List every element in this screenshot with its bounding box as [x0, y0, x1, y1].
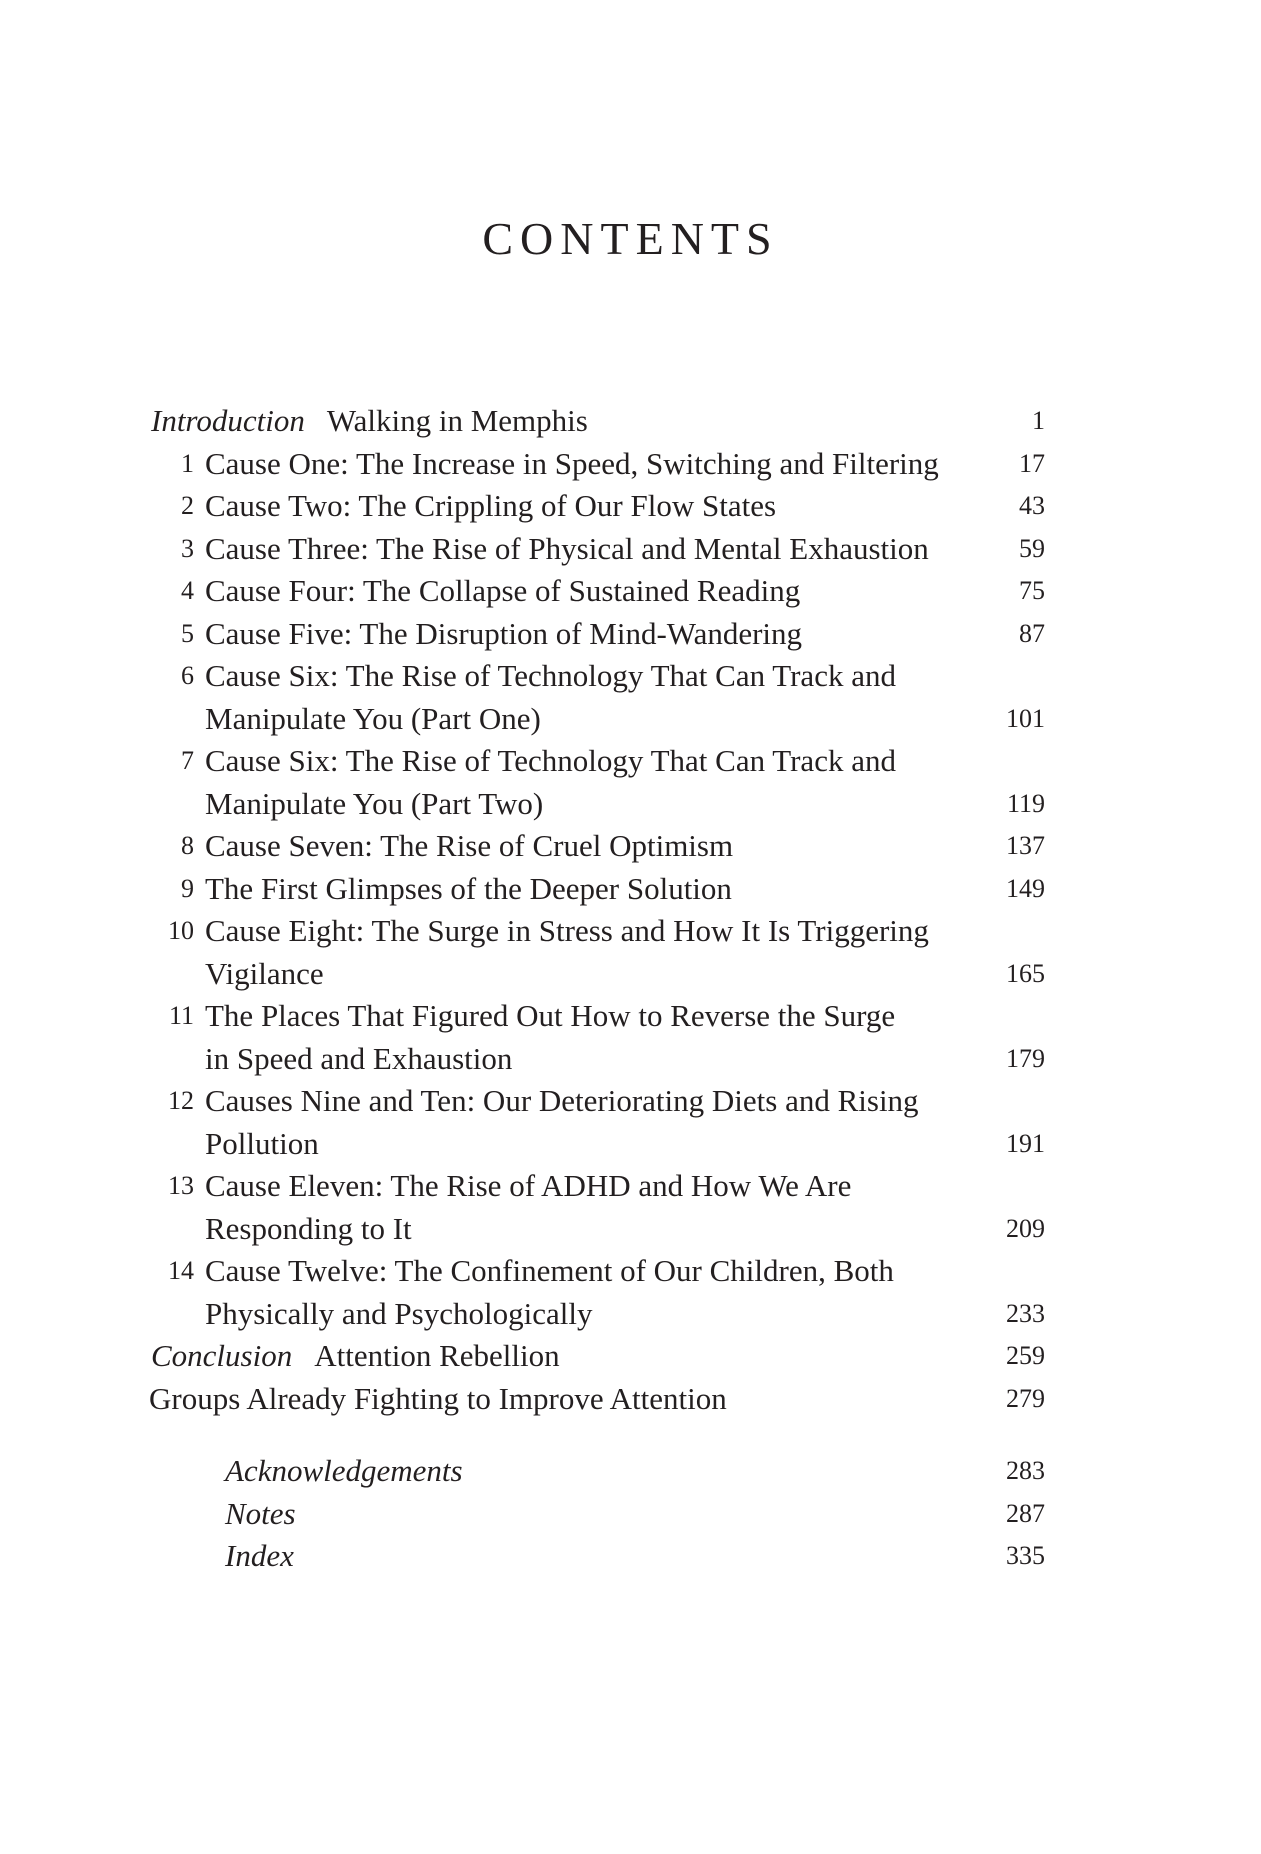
toc-page-number: 259	[1006, 1341, 1045, 1370]
toc-entry-label: Introduction	[151, 403, 305, 438]
toc-entry-chapter-3[interactable]	[155, 528, 1045, 571]
toc-entry-chapter-11[interactable]	[155, 995, 1045, 1080]
toc-entry-chapter-1[interactable]	[155, 443, 1045, 486]
toc-entry-text: Walking in Memphis	[326, 403, 588, 438]
toc-entry-line: Cause Two: The Crippling of Our Flow States	[205, 488, 777, 523]
chapter-number: 13	[168, 1171, 194, 1200]
toc-entry-line: Pollution	[205, 1125, 319, 1161]
toc-entry-title	[205, 1250, 1006, 1335]
toc-entry-title	[205, 740, 1007, 825]
toc-entry-line: Cause Seven: The Rise of Cruel Optimism	[205, 828, 734, 863]
toc-entry-line: Cause Six: The Rise of Technology That Can Track and	[205, 743, 896, 778]
toc-page-number: 165	[1006, 958, 1045, 988]
chapter-number: 11	[168, 1001, 194, 1030]
chapter-number: 2	[181, 491, 194, 520]
toc-entry-chapter-7[interactable]	[155, 740, 1045, 825]
toc-page-number: 233	[1006, 1298, 1045, 1328]
chapter-number: 7	[181, 746, 194, 775]
toc-entry-title	[151, 1335, 1006, 1378]
chapter-number: 3	[181, 533, 194, 563]
toc-entry-title	[205, 1165, 1006, 1250]
toc-entry-chapter-10[interactable]	[155, 910, 1045, 995]
toc-page-number: 1	[1032, 406, 1045, 435]
toc-entry-line: The First Glimpses of the Deeper Solution	[205, 870, 732, 906]
toc-entry-line: Vigilance	[205, 955, 324, 991]
toc-page-number: 287	[1006, 1498, 1045, 1528]
toc-entry-line: Physically and Psychologically	[205, 1295, 593, 1331]
toc-entry-title	[151, 400, 1032, 443]
toc-page-number: 335	[1006, 1541, 1045, 1570]
toc-page-number: 179	[1006, 1043, 1045, 1073]
toc-entry-line: Cause Five: The Disruption of Mind-Wandering	[205, 615, 803, 651]
toc-entry-line: The Places That Figured Out How to Reverse the Surge	[205, 998, 896, 1033]
chapter-number: 8	[181, 831, 194, 860]
toc-page-number: 209	[1006, 1213, 1045, 1243]
table-of-contents	[149, 400, 1045, 1420]
toc-entry-index[interactable]	[225, 1535, 1045, 1578]
toc-entry-chapter-14[interactable]	[155, 1250, 1045, 1335]
toc-entry-chapter-5[interactable]	[155, 613, 1045, 656]
toc-entry-chapter-12[interactable]	[155, 1080, 1045, 1165]
toc-entry-title: Acknowledgements	[225, 1453, 463, 1488]
chapter-number: 4	[181, 576, 194, 605]
toc-page-number: 75	[1019, 576, 1045, 605]
toc-entry-chapter-6[interactable]	[155, 655, 1045, 740]
toc-page-number: 191	[1006, 1128, 1045, 1158]
toc-entry-title	[205, 995, 1006, 1080]
toc-entry-chapter-4[interactable]	[155, 570, 1045, 613]
toc-entry-title	[205, 868, 1006, 911]
toc-entry-chapter-8[interactable]	[155, 825, 1045, 868]
toc-page-number: 283	[1006, 1456, 1045, 1485]
chapter-number: 6	[181, 661, 194, 690]
toc-entry-title	[205, 613, 1019, 656]
toc-page-number: 149	[1006, 873, 1045, 903]
toc-entry-line: Cause Three: The Rise of Physical and Mental Exhaustion	[205, 530, 929, 566]
toc-entry-title	[205, 825, 1006, 868]
toc-page-number: 279	[1006, 1383, 1045, 1413]
toc-entry-label: Conclusion	[151, 1338, 293, 1373]
chapter-number: 5	[181, 618, 194, 648]
toc-entry-acknowledgements[interactable]	[225, 1450, 1045, 1493]
toc-page-number: 43	[1019, 491, 1045, 520]
toc-entry-introduction[interactable]	[151, 400, 1045, 443]
toc-page-number: 119	[1006, 788, 1045, 818]
toc-page-number: 137	[1006, 831, 1045, 860]
chapter-number: 9	[181, 873, 194, 903]
toc-entry-line: Cause Eleven: The Rise of ADHD and How We Are	[205, 1168, 852, 1203]
toc-entry-title: Groups Already Fighting to Improve Attention	[149, 1380, 727, 1416]
toc-entry-line: Cause Twelve: The Confinement of Our Children, Both	[205, 1253, 894, 1288]
toc-entry-title	[205, 655, 1006, 740]
toc-entry-title: Index	[225, 1538, 294, 1573]
back-matter-list	[225, 1450, 1045, 1578]
toc-entry-title	[205, 528, 1019, 571]
chapter-number: 1	[181, 448, 194, 478]
toc-entry-title: Notes	[225, 1495, 296, 1531]
toc-entry-line: Cause Six: The Rise of Technology That Can Track and	[205, 658, 896, 693]
chapter-number: 12	[168, 1086, 194, 1115]
toc-entry-title	[205, 910, 1006, 995]
chapter-number: 10	[168, 916, 194, 945]
toc-entry-title	[205, 443, 1019, 486]
toc-entry-chapter-2[interactable]	[155, 485, 1045, 528]
toc-entry-line: Manipulate You (Part One)	[205, 700, 541, 736]
toc-page-number: 87	[1019, 618, 1045, 648]
toc-entry-line: Cause One: The Increase in Speed, Switching and Filtering	[205, 445, 939, 481]
toc-entry-notes[interactable]	[225, 1493, 1045, 1536]
toc-page-number: 59	[1019, 533, 1045, 563]
toc-entry-chapter-9[interactable]	[155, 868, 1045, 911]
toc-entry-line: Causes Nine and Ten: Our Deteriorating Diets and Rising	[205, 1083, 919, 1118]
toc-entry-title	[205, 485, 1019, 528]
toc-entry-title	[205, 570, 1019, 613]
toc-entry-line: Manipulate You (Part Two)	[205, 785, 544, 821]
toc-entry-line: Responding to It	[205, 1210, 412, 1246]
toc-entry-text: Attention Rebellion	[314, 1338, 560, 1373]
toc-page-number: 101	[1006, 703, 1045, 733]
toc-entry-groups[interactable]	[149, 1378, 1045, 1421]
toc-entry-line: Cause Four: The Collapse of Sustained Reading	[205, 573, 801, 608]
toc-entry-chapter-13[interactable]	[155, 1165, 1045, 1250]
toc-entry-title	[205, 1080, 1006, 1165]
toc-entry-conclusion[interactable]	[151, 1335, 1045, 1378]
chapter-number: 14	[168, 1256, 194, 1285]
page-title: CONTENTS	[482, 213, 779, 264]
toc-entry-line: Cause Eight: The Surge in Stress and How It Is Triggering	[205, 913, 929, 948]
toc-entry-line: in Speed and Exhaustion	[205, 1040, 513, 1076]
toc-page-number: 17	[1019, 448, 1045, 478]
